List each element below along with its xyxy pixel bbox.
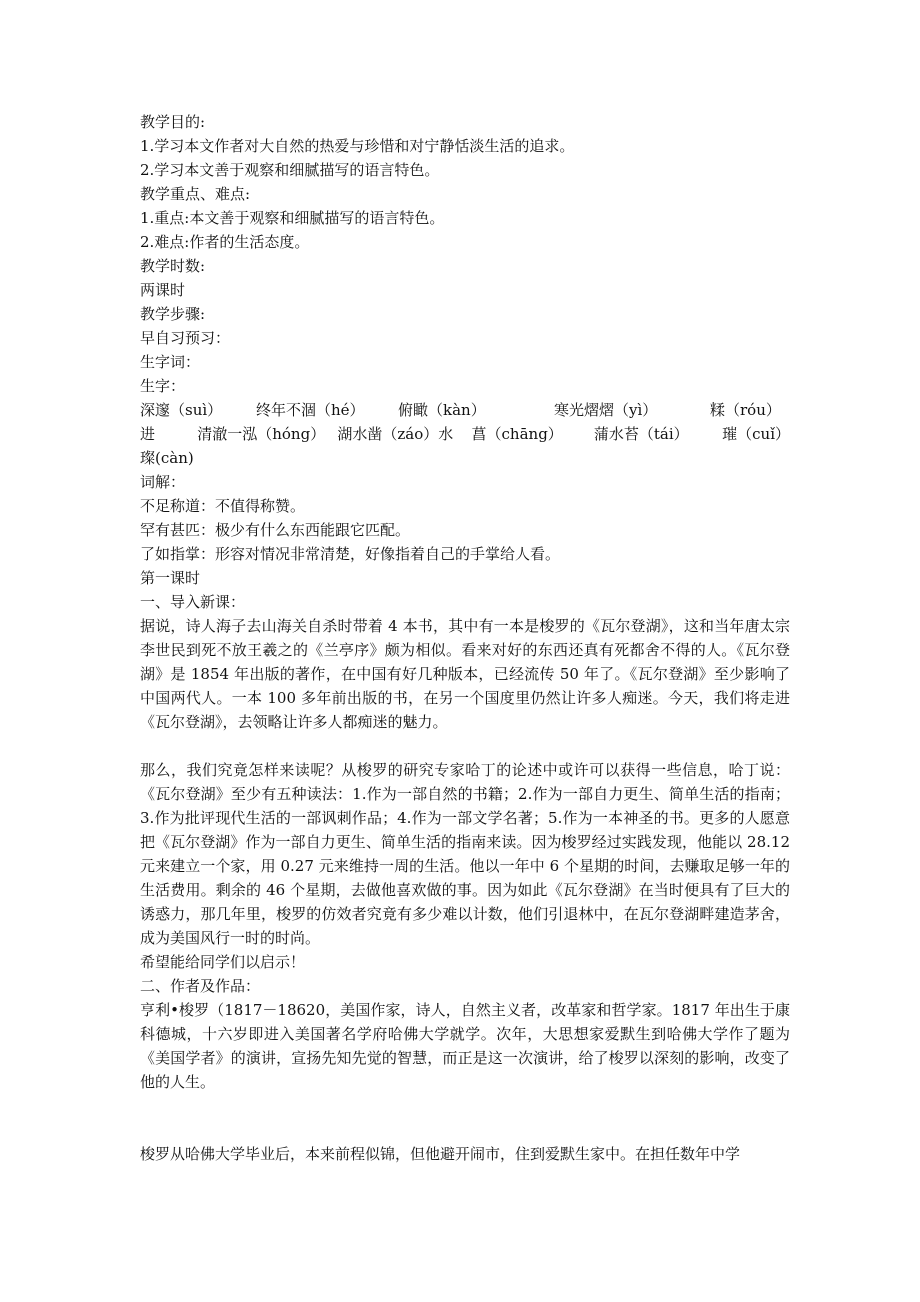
paragraph: 那么，我们究竟怎样来读呢？从梭罗的研究专家哈丁的论述中或许可以获得一些信息，哈丁说：《瓦尔登湖》至少有五种读法：1.作为一部自然的书籍；2.作为一部自力更生、简单生活的指南；3.作为批评现代生活的一部讽刺作品；4.作为一部文学名著；5.作为一本神圣的书。更多的人愿意把《瓦尔登湖》作为一部自力更生、简单生活的指南来读。因为梭罗经过实践发现，他能以 28.12 元来建立一个家，用 0.27 元来维持一周的生活。他以一年中 6 个星期的时间，去赚取足够一年的生活费用。剩余的 46 个星期，去做他喜欢做的事。因为如此《瓦尔登湖》在当时便具有了巨大的诱惑力，那几年里，梭罗的仿效者究竟有多少难以计数，他们引退林中，在瓦尔登湖畔建造茅舍，成为美国风行一时的时尚。 bbox=[140, 761, 790, 947]
glossary-item: 罕有甚匹：极少有什么东西能跟它匹配。 bbox=[140, 521, 411, 539]
glossary-item: 不足称道：不值得称赞。 bbox=[140, 497, 306, 515]
objectives-heading: 教学目的: bbox=[140, 113, 206, 131]
characters-row bbox=[140, 422, 790, 446]
section-heading: 一、导入新课： bbox=[140, 593, 246, 611]
glossary-heading: 词解： bbox=[140, 473, 186, 491]
paragraph: 梭罗从哈佛大学毕业后，本来前程似锦，但他避开闹市，住到爱默生家中。在担任数年中学 bbox=[140, 1145, 741, 1163]
character-entry: 深邃（suì） bbox=[140, 401, 223, 419]
character-entry: 糅（róu） bbox=[710, 401, 781, 419]
paragraph: 亨利•梭罗（1817－18620，美国作家，诗人，自然主义者，改革家和哲学家。1817 年出生于康科德城，十六岁即进入美国著名学府哈佛大学就学。次年，大思想家爱默生到哈佛大学作了题为《美国学者》的演讲，宣扬先知先觉的智慧，而正是这一次演讲，给了梭罗以深刻的影响，改变了他的人生。 bbox=[140, 1001, 790, 1091]
key-points-heading: 教学重点、难点: bbox=[140, 185, 251, 203]
character-entry: 菖（chāng） bbox=[471, 425, 563, 443]
vocab-heading: 生字词： bbox=[140, 353, 201, 371]
character-entry: 湖水凿（záo）水 bbox=[337, 425, 454, 443]
steps-heading: 教学步骤: bbox=[140, 305, 206, 323]
hours-heading: 教学时数: bbox=[140, 257, 206, 275]
character-entry: 蒲水苔（tái） bbox=[593, 425, 689, 443]
key-point-item: 1.重点:本文善于观察和细腻描写的语言特色。 bbox=[140, 209, 445, 227]
chars-heading: 生字： bbox=[140, 377, 186, 395]
character-entry: 进 bbox=[140, 425, 156, 443]
hours-value: 两课时 bbox=[140, 281, 186, 299]
paragraph: 希望能给同学们以启示！ bbox=[140, 953, 306, 971]
character-entry: 清澈一泓（hóng） bbox=[197, 425, 326, 443]
preview-heading: 早自习预习： bbox=[140, 329, 231, 347]
character-entry: 璀（cuǐ） bbox=[722, 425, 790, 443]
blank-line bbox=[140, 1094, 790, 1142]
character-entry: 寒光熠熠（yì） bbox=[554, 401, 658, 419]
objective-item: 1.学习本文作者对大自然的热爱与珍惜和对宁静恬淡生活的追求。 bbox=[140, 137, 575, 155]
document-page bbox=[140, 110, 790, 1166]
glossary-item: 了如指掌：形容对情况非常清楚，好像指着自己的手掌给人看。 bbox=[140, 545, 561, 563]
character-entry: 璨(càn) bbox=[140, 449, 194, 467]
key-point-item: 2.难点:作者的生活态度。 bbox=[140, 233, 310, 251]
paragraph: 据说，诗人海子去山海关自杀时带着 4 本书，其中有一本是梭罗的《瓦尔登湖》，这和当年唐太宗李世民到死不放王羲之的《兰亭序》颇为相似。看来对好的东西还真有死都舍不得的人。《瓦尔登湖》是 1854 年出版的著作，在中国有好几种版本，已经流传 50 年了。《瓦尔登湖》至少影响了中国两代人。一本 100 多年前出版的书，在另一个国度里仍然让许多人痴迷。今天，我们将走进《瓦尔登湖》，去领略让许多人都痴迷的魅力。 bbox=[140, 617, 790, 731]
new-characters-list bbox=[140, 398, 790, 470]
objective-item: 2.学习本文善于观察和细腻描写的语言特色。 bbox=[140, 161, 440, 179]
section-heading: 二、作者及作品： bbox=[140, 977, 261, 995]
lesson-heading: 第一课时 bbox=[140, 569, 201, 587]
character-entry: 终年不涸（hé） bbox=[256, 401, 365, 419]
blank-line bbox=[140, 734, 790, 758]
character-entry: 俯瞰（kàn） bbox=[398, 401, 486, 419]
characters-row bbox=[140, 446, 790, 470]
characters-row bbox=[140, 398, 790, 422]
